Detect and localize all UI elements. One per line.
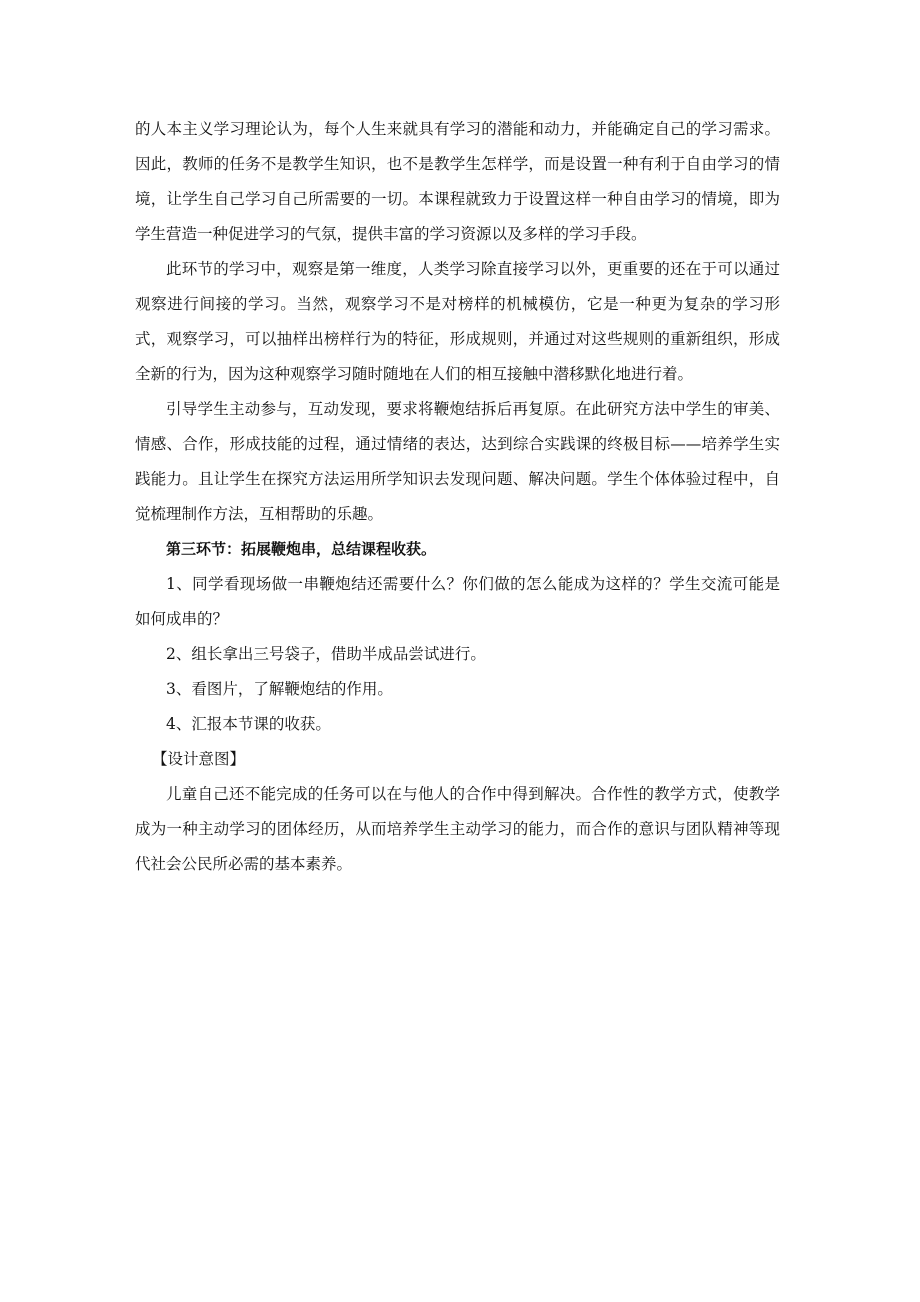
step-item-1: 1、同学看现场做一串鞭炮结还需要什么？你们做的怎么能成为这样的？学生交流可能是如何成串的？ <box>135 575 780 628</box>
document-body <box>135 112 780 882</box>
paragraph-humanism-theory: 的人本主义学习理论认为，每个人生来就具有学习的潜能和动力，并能确定自己的学习需求。因此，教师的任务不是教学生知识，也不是教学生怎样学，而是设置一种有利于自由学习的情境，让学生自己学习自己所需要的一切。本课程就致力于设置这样一种自由学习的情境，即为学生营造一种促进学习的气氛，提供丰富的学习资源以及多样的学习手段。 <box>135 120 780 243</box>
paragraph-observation-learning: 此环节的学习中，观察是第一维度，人类学习除直接学习以外，更重要的还在于可以通过观察进行间接的学习。当然，观察学习不是对榜样的机械模仿，它是一种更为复杂的学习形式，观察学习，可以抽样出榜样行为的特征，形成规则，并通过对这些规则的重新组织，形成全新的行为，因为这种观察学习随时随地在人们的相互接触中潜移默化地进行着。 <box>135 260 780 383</box>
step-item-3: 3、看图片，了解鞭炮结的作用。 <box>166 680 393 698</box>
step-item-2: 2、组长拿出三号袋子，借助半成品尝试进行。 <box>166 645 486 663</box>
design-intent-paragraph: 儿童自己还不能完成的任务可以在与他人的合作中得到解决。合作性的教学方式，使教学成为一种主动学习的团体经历，从而培养学生主动学习的能力，而合作的意识与团队精神等现代社会公民所必需的基本素养。 <box>135 785 780 873</box>
paragraph-guided-participation: 引导学生主动参与，互动发现，要求将鞭炮结拆后再复原。在此研究方法中学生的审美、情感、合作，形成技能的过程，通过情绪的表达，达到综合实践课的终极目标——培养学生实践能力。且让学生在探究方法运用所学知识去发现问题、解决问题。学生个体体验过程中，自觉梳理制作方法，互相帮助的乐趣。 <box>135 400 780 523</box>
section-heading-step-three: 第三环节：拓展鞭炮串，总结课程收获。 <box>166 540 437 558</box>
step-item-4: 4、汇报本节课的收获。 <box>166 715 331 733</box>
design-intent-label: 【设计意图】 <box>152 750 246 768</box>
